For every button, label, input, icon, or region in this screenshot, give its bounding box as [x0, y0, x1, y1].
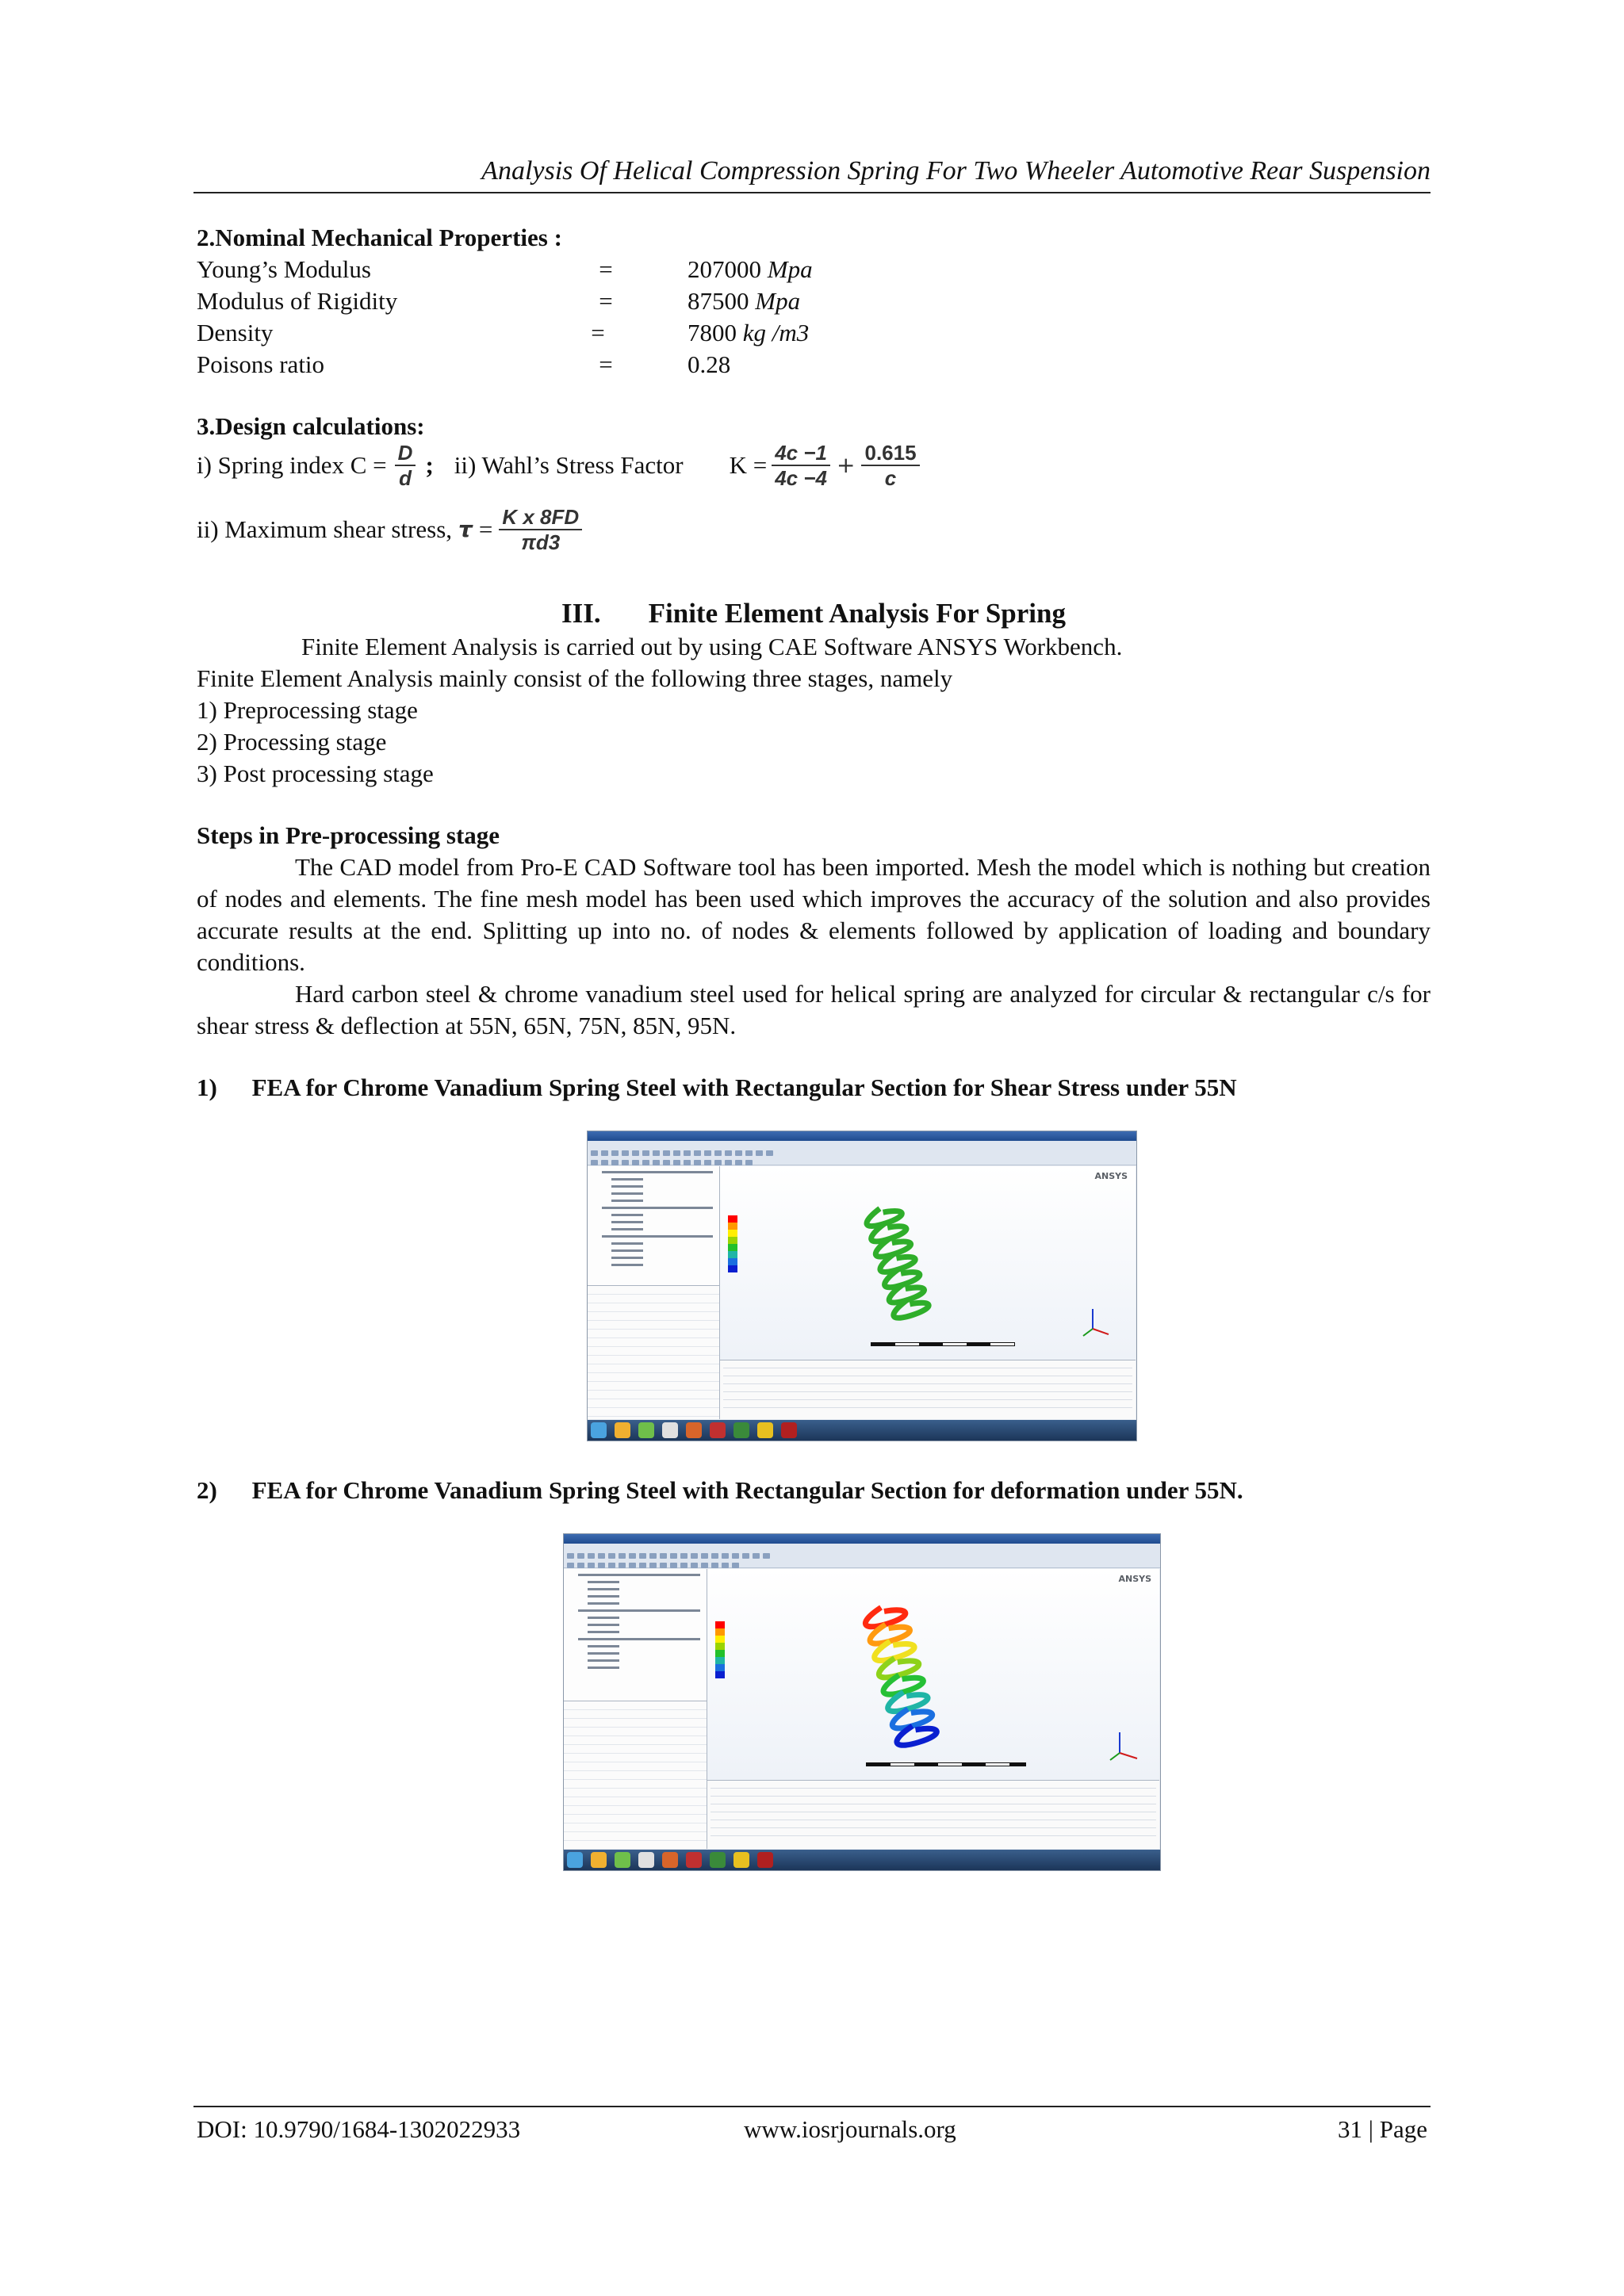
materials-paragraph: Hard carbon steel & chrome vanadium steel used for helical spring are analyzed for circular & rectangular c/s for shear stress & deflection at 55N, 65N, 75N, 85N, 95N. [197, 980, 1431, 1039]
menu-toolbar [564, 1544, 1160, 1568]
menu-toolbar [588, 1141, 1136, 1165]
property-number: 7800 [688, 319, 737, 346]
messages-panel [720, 1360, 1136, 1419]
property-value [688, 285, 800, 317]
property-value [688, 254, 813, 285]
footer-page-number: 31 | Page [1338, 2115, 1427, 2143]
tau-equals: = [478, 515, 493, 543]
property-value [688, 349, 730, 381]
property-name: Modulus of Rigidity [197, 287, 398, 315]
fraction-numerator: K x 8FD [499, 505, 582, 530]
window-titlebar [564, 1534, 1160, 1544]
fraction-tau [499, 505, 582, 554]
wahl-label: ii) Wahl’s Stress Factor [454, 451, 684, 479]
section-heading: Finite Element Analysis For Spring [648, 598, 1066, 629]
figure-caption-text: FEA for Chrome Vanadium Spring Steel with Rectangular Section for Shear Stress under 55N [251, 1073, 1237, 1101]
property-unit: Mpa [755, 287, 801, 315]
stage-item: 3) Post processing stage [197, 760, 434, 787]
ansys-screenshot-deformation [563, 1533, 1161, 1871]
property-value [688, 317, 809, 349]
property-equals: = [599, 287, 613, 315]
property-equals: = [591, 319, 605, 346]
scale-bar [871, 1342, 1015, 1346]
ansys-logo: ANSYS [1118, 1574, 1151, 1584]
design-heading: 3.Design calculations: [197, 412, 425, 440]
outline-tree [564, 1569, 707, 1701]
property-unit: kg /m3 [742, 319, 810, 346]
figure-number: 2) [197, 1476, 217, 1504]
figure-caption [197, 1475, 1243, 1506]
section-title [197, 596, 1431, 631]
graphics-viewport [720, 1166, 1136, 1360]
stages-intro: Finite Element Analysis mainly consist of the following three stages, namely [197, 664, 953, 692]
property-number: 207000 [688, 255, 761, 283]
spring-index-label: i) Spring index C = [197, 451, 387, 479]
stage-item: 2) Processing stage [197, 728, 387, 756]
section-number: III. [561, 598, 601, 629]
ansys-screenshot-shear-stress [587, 1131, 1137, 1441]
k-label: K = [729, 451, 768, 479]
property-equals: = [599, 255, 613, 283]
property-number: 0.28 [688, 350, 731, 378]
tau-symbol: τ [458, 516, 473, 542]
fraction-denominator: d [399, 466, 412, 490]
property-equals: = [599, 350, 613, 378]
plus-sign: + [837, 452, 856, 478]
shear-label: ii) Maximum shear stress, [197, 515, 453, 543]
details-panel [588, 1285, 720, 1419]
spring-index-line [197, 441, 920, 490]
fraction-c [395, 441, 416, 490]
property-name: Young’s Modulus [197, 255, 371, 283]
stage-item: 1) Preprocessing stage [197, 696, 418, 724]
fraction-denominator: c [884, 466, 897, 490]
graphics-viewport [707, 1569, 1159, 1780]
figure-number: 1) [197, 1073, 217, 1101]
figure-caption-text: FEA for Chrome Vanadium Spring Steel with Rectangular Section for deformation under 55N. [251, 1476, 1243, 1504]
windows-taskbar [564, 1850, 1160, 1870]
figure-caption [197, 1072, 1237, 1104]
spring-model-stress [720, 1166, 1136, 1360]
header-rule [193, 192, 1431, 193]
preprocessing-heading: Steps in Pre-processing stage [197, 821, 500, 849]
outline-tree [588, 1166, 720, 1285]
preprocessing-paragraph: The CAD model from Pro-E CAD Software tool has been imported. Mesh the model which is nothing but creation of nodes and elements. The fine mesh model has been used which improves the accuracy of the solution and also provides accurate results at the end. Splitting up into no. of nodes & elements followed by application of loading and boundary conditions. [197, 853, 1431, 976]
fraction-numerator: 4c −1 [772, 441, 830, 466]
fraction-denominator: πd3 [521, 530, 561, 554]
footer-rule [193, 2106, 1431, 2107]
ansys-logo: ANSYS [1094, 1171, 1128, 1181]
property-name: Density [197, 319, 274, 346]
scale-bar [866, 1762, 1026, 1766]
footer-website[interactable]: www.iosrjournals.org [744, 2115, 956, 2143]
fraction-numerator: 0.615 [861, 441, 919, 466]
fraction-numerator: D [395, 441, 416, 466]
property-name: Poisons ratio [197, 350, 325, 378]
windows-taskbar [588, 1420, 1136, 1441]
fraction-k1 [772, 441, 830, 490]
fraction-denominator: 4c −4 [775, 466, 828, 490]
property-unit: Mpa [767, 255, 813, 283]
messages-panel [707, 1780, 1159, 1849]
fraction-k2 [861, 441, 919, 490]
property-number: 87500 [688, 287, 749, 315]
spring-model-deformation [707, 1569, 1159, 1780]
shear-stress-line [197, 501, 582, 558]
section-intro: Finite Element Analysis is carried out by using CAE Software ANSYS Workbench. [301, 633, 1123, 660]
window-titlebar [588, 1131, 1136, 1141]
running-header: Analysis Of Helical Compression Spring For Two Wheeler Automotive Rear Suspension [481, 156, 1431, 186]
semicolon: ; [425, 451, 434, 479]
properties-heading: 2.Nominal Mechanical Properties : [197, 224, 562, 251]
footer-doi: DOI: 10.9790/1684-1302022933 [197, 2115, 521, 2143]
details-panel [564, 1701, 707, 1849]
